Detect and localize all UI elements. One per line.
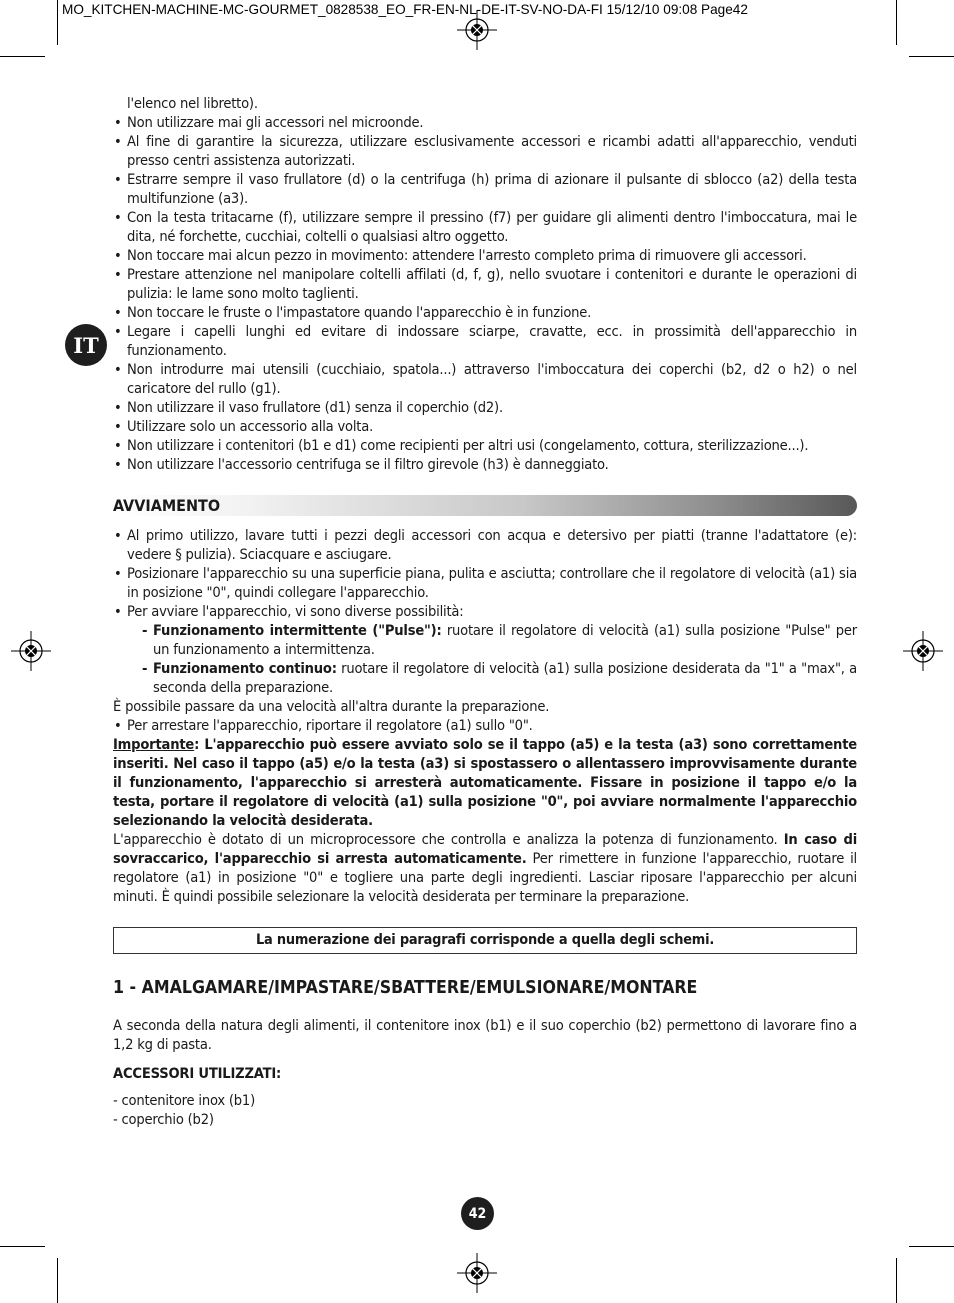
page-number: 42 <box>461 1197 494 1230</box>
list-item: • Per avviare l'apparecchio, vi sono diverse possibilità: <box>113 602 857 621</box>
microprocessor-note <box>113 830 857 906</box>
list-item: • Utilizzare solo un accessorio alla volta. <box>113 417 857 436</box>
sub-item-text: ruotare il regolatore di velocità (a1) sulla posizione desiderata da "1" a "max", a seconda della preparazione. <box>153 660 857 696</box>
list-item: • Con la testa tritacarne (f), utilizzare sempre il pressino (f7) per guidare gli alimenti dentro l'imboccatura, mai le dita, né forchette, cucchiai, coltelli o qualsiasi altro oggetto. <box>113 208 857 246</box>
safety-lead: l'elenco nel libretto). <box>127 95 258 112</box>
sub-dash: - <box>142 660 148 677</box>
sub-item-continuous <box>113 659 857 697</box>
language-tab: IT <box>65 324 107 366</box>
list-item: • Per arrestare l'apparecchio, riportare il regolatore (a1) sullo "0". <box>113 716 857 735</box>
list-item: • Non utilizzare il vaso frullatore (d1) senza il coperchio (d2). <box>113 398 857 417</box>
accessories-title: ACCESSORI UTILIZZATI: <box>113 1065 282 1082</box>
section-1-intro: A seconda della natura degli alimenti, il contenitore inox (b1) e il suo coperchio (b2) permettono di lavorare fino a 1,2 kg di pasta. <box>113 1017 857 1053</box>
important-text: : L'apparecchio può essere avviato solo se il tappo (a5) e la testa (a3) sono correttamente inseriti. Nel caso il tappo (a5) e/o la testa (a3) si spostassero o allentassero improvvisamente durante il funzionamento, l'apparecchio si arresterà automaticamente. Fissare in posizione il tappo e/o la testa, portare il regolatore di velocità (a1) sulla posizione "0", poi avviare normalmente l'apparecchio selezionando la velocità desiderata. <box>113 736 857 829</box>
crop-mark-top-right-h <box>909 56 954 57</box>
crop-mark-top-left-h <box>0 56 45 57</box>
registration-mark-icon <box>457 10 497 50</box>
registration-mark-icon <box>11 631 51 671</box>
crop-mark-top-left-v <box>57 0 58 45</box>
accessory-item: - contenitore inox (b1) <box>113 1092 255 1109</box>
list-item: • Al fine di garantire la sicurezza, utilizzare esclusivamente accessori e ricambi adatti all'apparecchio, venduti presso centri assistenza autorizzati. <box>113 132 857 170</box>
safety-list <box>113 113 857 474</box>
section-header-avviamento <box>113 495 857 516</box>
sub-item-text: ruotare il regolatore di velocità (a1) sulla posizione "Pulse" per un funzionamento a intermittenza. <box>153 622 857 658</box>
avviamento-list <box>113 526 857 621</box>
sub-item-label: Funzionamento intermittente ("Pulse"): <box>153 622 442 639</box>
sub-item-pulse <box>113 621 857 659</box>
registration-mark-icon <box>903 631 943 671</box>
important-note <box>113 735 857 830</box>
page-content <box>113 94 857 1129</box>
crop-mark-bottom-left-v <box>57 1258 58 1303</box>
stop-list <box>113 716 857 735</box>
list-item: • Estrarre sempre il vaso frullatore (d) o la centrifuga (h) prima di azionare il pulsante di sblocco (a2) della testa multifunzione (a3). <box>113 170 857 208</box>
important-label: Importante <box>113 736 195 753</box>
file-header: MO_KITCHEN-MACHINE-MC-GOURMET_0828538_EO_FR-EN-NL-DE-IT-SV-NO-DA-FI 15/12/10 09:08 Page42 <box>62 2 748 17</box>
accessory-item: - coperchio (b2) <box>113 1111 214 1128</box>
list-item: • Non utilizzare l'accessorio centrifuga se il filtro girevole (h3) è danneggiato. <box>113 455 857 474</box>
list-item: • Legare i capelli lunghi ed evitare di indossare sciarpe, cravatte, ecc. in prossimità dell'apparecchio in funzionamento. <box>113 322 857 360</box>
micro-text-a: L'apparecchio è dotato di un microprocessore che controlla e analizza la potenza di funzionamento. <box>113 831 784 848</box>
section-title: AVVIAMENTO <box>113 496 221 515</box>
crop-mark-bottom-right-h <box>909 1246 954 1247</box>
list-item: • Non introdurre mai utensili (cucchiaio, spatola...) attraverso l'imboccatura dei coperchi (b2, d2 o h2) o nel caricatore del rullo (g1). <box>113 360 857 398</box>
sub-item-label: Funzionamento continuo: <box>153 660 337 677</box>
list-item: • Non toccare mai alcun pezzo in movimento: attendere l'arresto completo prima di rimuovere gli accessori. <box>113 246 857 265</box>
list-item: • Non utilizzare mai gli accessori nel microonde. <box>113 113 857 132</box>
section-1-title: 1 - AMALGAMARE/IMPASTARE/SBATTERE/EMULSIONARE/MONTARE <box>113 978 698 998</box>
micro-text-c: Per rimettere in funzione l'apparecchio, ruotare il regolatore (a1) in posizione "0" e togliere una parte degli ingredienti. Lasciar riposare l'apparecchio per alcuni minuti. È quindi possibile selezionare la velocità desiderata per terminare la preparazione. <box>113 850 857 905</box>
registration-mark-icon <box>457 1253 497 1293</box>
micro-text-b: In caso di sovraccarico, l'apparecchio si arresta automaticamente. <box>113 831 857 867</box>
numbering-notice: La numerazione dei paragrafi corrisponde a quella degli schemi. <box>113 927 857 954</box>
list-item: • Non utilizzare i contenitori (b1 e d1) come recipienti per altri usi (congelamento, cottura, sterilizzazione...). <box>113 436 857 455</box>
crop-mark-top-right-v <box>896 0 897 45</box>
list-item: • Prestare attenzione nel manipolare coltelli affilati (d, f, g), nello svuotare i contenitori e durante le operazioni di pulizia: le lame sono molto taglienti. <box>113 265 857 303</box>
sub-dash: - <box>142 622 148 639</box>
crop-mark-bottom-right-v <box>896 1258 897 1303</box>
list-item: • Al primo utilizzo, lavare tutti i pezzi degli accessori con acqua e detersivo per piatti (tranne l'adattatore (e): vedere § pulizia). Sciacquare e asciugare. <box>113 526 857 564</box>
list-item: • Posizionare l'apparecchio su una superficie piana, pulita e asciutta; controllare che il regolatore di velocità (a1) sia in posizione "0", quindi collegare l'apparecchio. <box>113 564 857 602</box>
list-item: • Non toccare le fruste o l'impastatore quando l'apparecchio è in funzione. <box>113 303 857 322</box>
speed-change-note: È possibile passare da una velocità all'altra durante la preparazione. <box>113 698 550 715</box>
crop-mark-bottom-left-h <box>0 1246 45 1247</box>
